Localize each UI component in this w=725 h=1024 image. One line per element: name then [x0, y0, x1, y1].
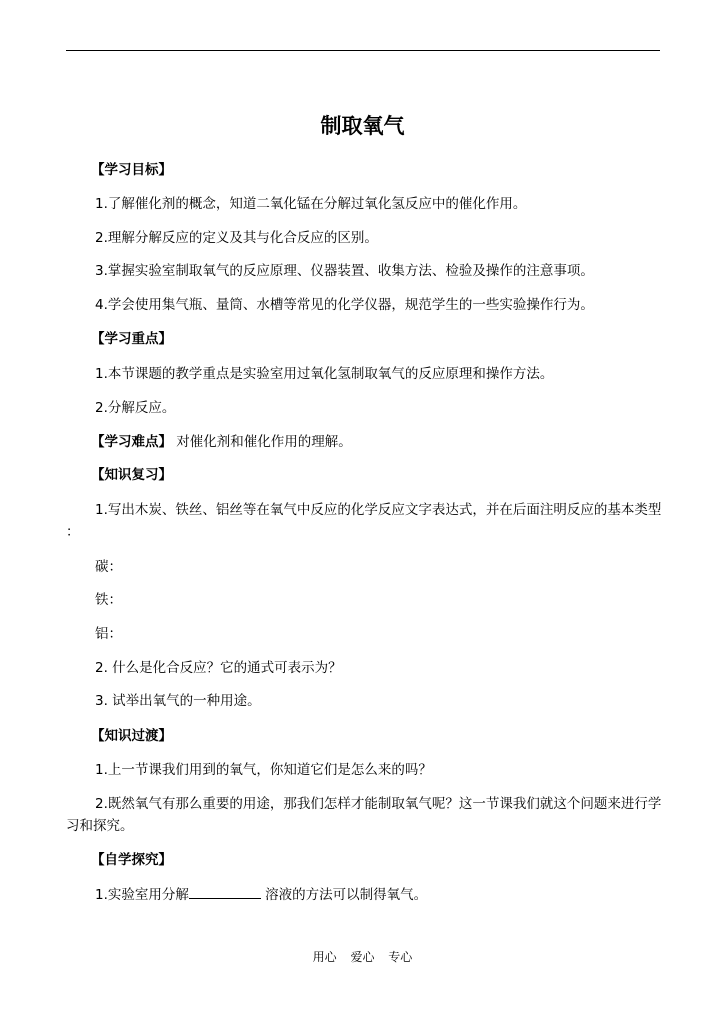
transition-item-2: 2.既然氧气有那么重要的用途，那我们怎样才能制取氧气呢？这一节课我们就这个问题来进行学习和探究。 — [66, 796, 662, 834]
review-question-1: 1.写出木炭、铁丝、铝丝等在氧气中反应的化学反应文字表达式，并在后面注明反应的基本类型 ： — [66, 502, 662, 540]
self-study-text-after: 溶液的方法可以制得氧气。 — [260, 887, 428, 903]
difficulty-heading: 【学习难点】 — [91, 434, 172, 450]
objective-item-2: 2.理解分解反应的定义及其与化合反应的区别。 — [95, 230, 378, 246]
objectives-heading: 【学习目标】 — [91, 162, 172, 178]
transition-item-1: 1.上一节课我们用到的氧气，你知道它们是怎么来的吗？ — [95, 762, 432, 778]
key-points-heading: 【学习重点】 — [91, 331, 172, 347]
difficulty-row — [91, 432, 352, 452]
self-study-item-1 — [95, 884, 427, 905]
objective-item-3: 3.掌握实验室制取氧气的反应原理、仪器装置、收集方法、检验及操作的注意事项。 — [95, 263, 594, 279]
difficulty-text: 对催化剂和催化作用的理解。 — [172, 434, 352, 450]
header-rule — [66, 50, 660, 51]
self-study-text-before: 1.实验室用分解 — [95, 887, 189, 903]
fill-in-blank — [189, 884, 261, 899]
page-footer: 用心 爱心 专心 — [312, 950, 413, 964]
objective-item-4: 4.学会使用集气瓶、量筒、水槽等常见的化学仪器，规范学生的一些实验操作行为。 — [95, 297, 594, 313]
review-item-aluminum: 铝： — [95, 626, 122, 642]
review-item-carbon: 碳： — [95, 559, 122, 575]
key-point-item-1: 1.本节课题的教学重点是实验室用过氧化氢制取氧气的反应原理和操作方法。 — [95, 366, 554, 382]
page-title: 制取氧气 — [320, 114, 405, 138]
review-question-3: 3. 试举出氧气的一种用途。 — [95, 693, 261, 709]
self-study-heading: 【自学探究】 — [91, 852, 172, 868]
review-heading: 【知识复习】 — [91, 467, 172, 483]
transition-heading: 【知识过渡】 — [91, 728, 172, 744]
review-question-2: 2. 什么是化合反应？它的通式可表示为？ — [95, 660, 342, 676]
objective-item-1: 1.了解催化剂的概念，知道二氧化锰在分解过氧化氢反应中的催化作用。 — [95, 196, 527, 212]
key-point-item-2: 2.分解反应。 — [95, 400, 176, 416]
review-item-iron: 铁： — [95, 592, 122, 608]
